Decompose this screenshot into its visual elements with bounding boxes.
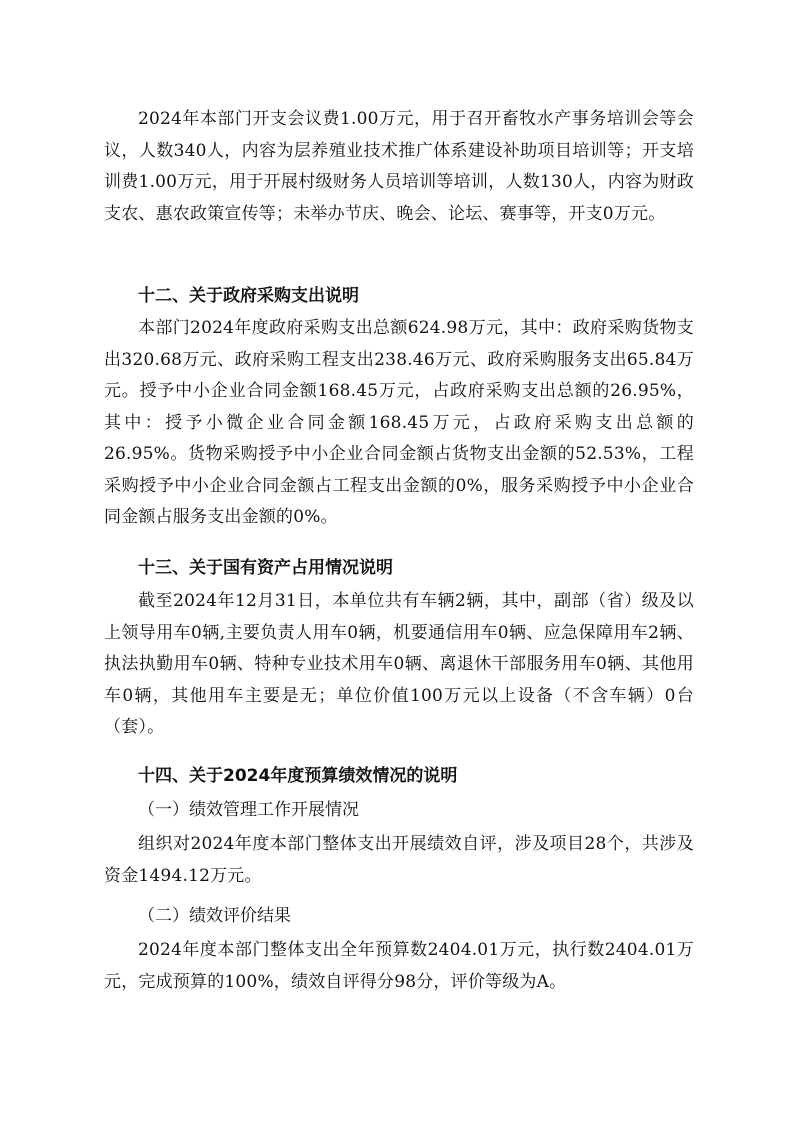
paragraph-meeting-training-expenses: 2024年本部门开支会议费1.00万元，用于召开畜牧水产事务培训会等会议，人数340人，内容为层养殖业技术推广体系建设补助项目培训等；开支培训费1.00万元，用于开展村级财务人员培训等培训，人数130人，内容为财政支农、惠农政策宣传等；未举办节庆、晚会、论坛、赛事等，开支0万元。 <box>104 109 694 224</box>
paragraph-state-assets: 截至2024年12月31日，本单位共有车辆2辆，其中，副部（省）级及以上领导用车0辆,主要负责人用车0辆，机要通信用车0辆、应急保障用车2辆、执法执勤用车0辆、特种专业技术用车0辆、离退休干部服务用车0辆、其他用车0辆，其他用车主要是无；单位价值100万元以上设备（不含车辆）0台（套）。 <box>104 591 694 737</box>
section-heading-12: 十二、关于政府采购支出说明 <box>138 286 359 306</box>
section-heading-13: 十三、关于国有资产占用情况说明 <box>138 558 393 578</box>
paragraph-performance-self-evaluation: 组织对2024年度本部门整体支出开展绩效自评，涉及项目28个，共涉及资金1494.12万元。 <box>104 834 694 886</box>
subheading-performance-management: （一）绩效管理工作开展情况 <box>138 800 359 820</box>
paragraph-government-procurement: 本部门2024年度政府采购支出总额624.98万元，其中：政府采购货物支出320.68万元、政府采购工程支出238.46万元、政府采购服务支出65.84万元。授予中小企业合同金额168.45万元，占政府采购支出总额的26.95%，其中：授予小微企业合同金额168.45万元，占政府采购支出总额的26.95%。货物采购授予中小企业合同金额占货物支出金额的52.53%，工程采购授予中小企业合同金额占工程支出金额的0%，服务采购授予中小企业合同金额占服务支出金额的0%。 <box>104 318 694 527</box>
paragraph-evaluation-results: 2024年度本部门整体支出全年预算数2404.01万元，执行数2404.01万元，完成预算的100%，绩效自评得分98分，评价等级为A。 <box>104 940 694 992</box>
subheading-evaluation-results: （二）绩效评价结果 <box>138 906 291 926</box>
section-heading-14: 十四、关于2024年度预算绩效情况的说明 <box>138 766 458 786</box>
